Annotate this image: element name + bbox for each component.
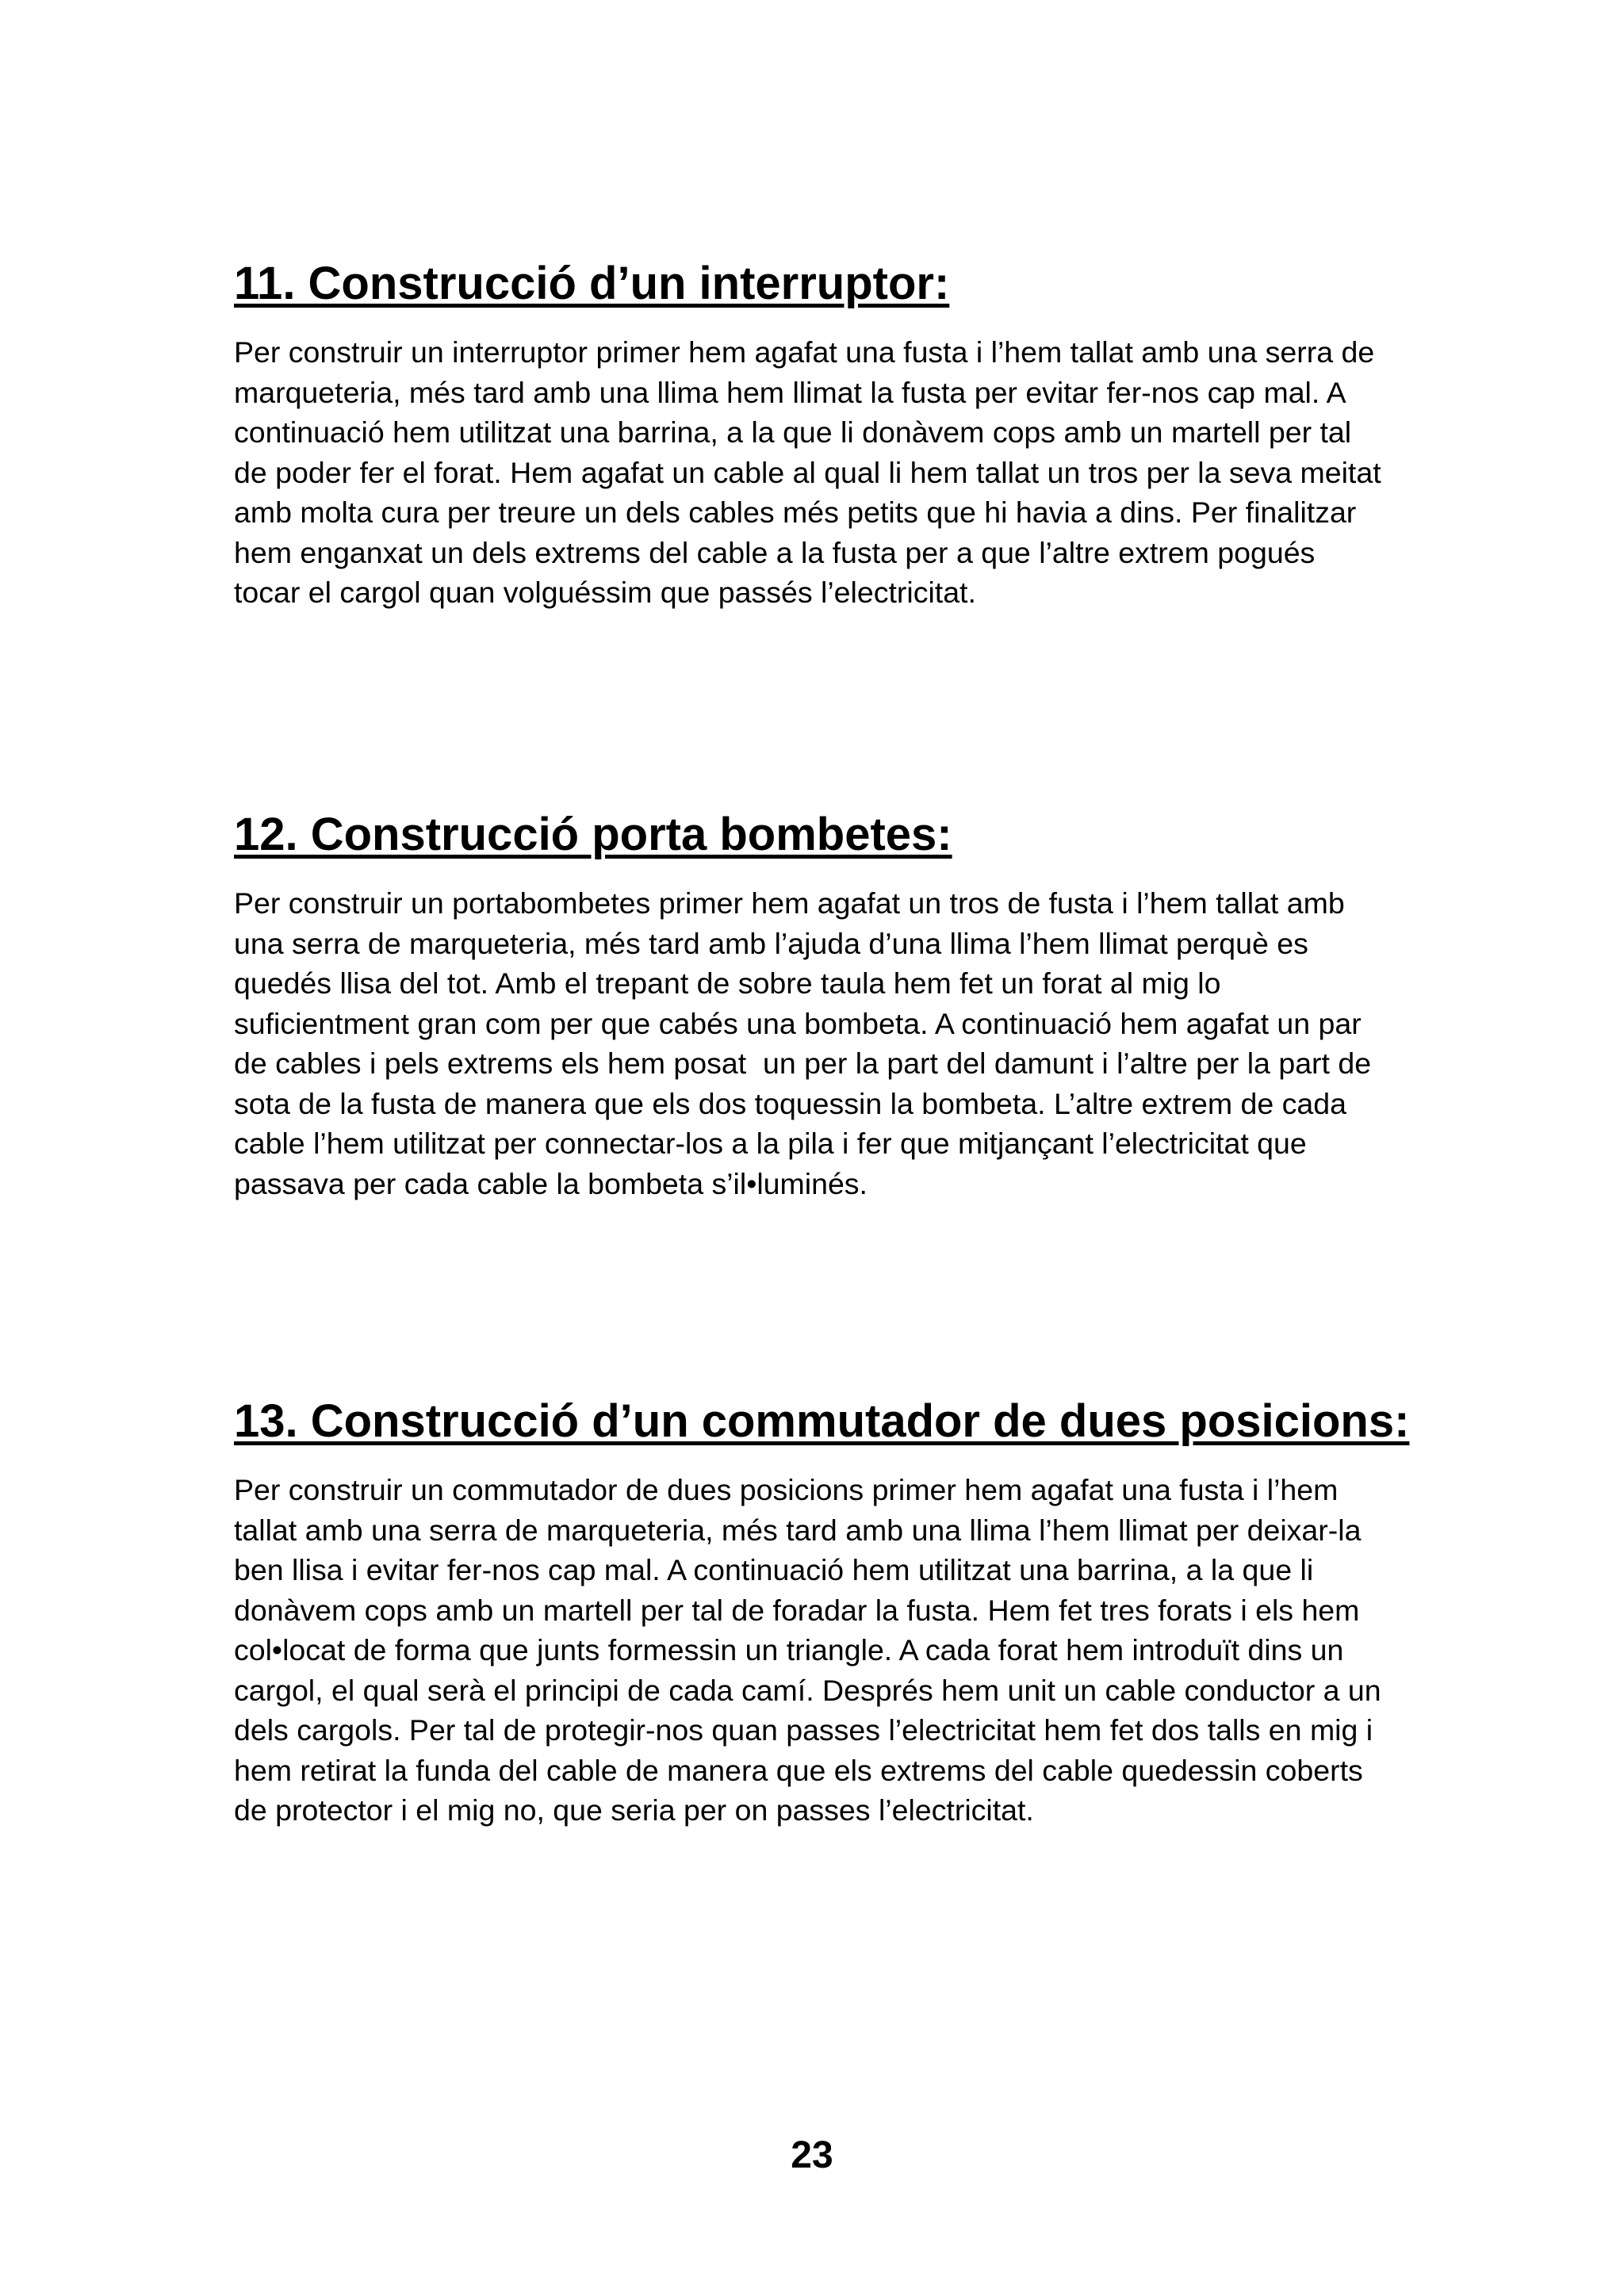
paragraph-line: quedés llisa del tot. Amb el trepant de sobre taula hem fet un forat al mig lo bbox=[234, 966, 1221, 1000]
paragraph-line: amb molta cura per treure un dels cables més petits que hi havia a dins. Per finalitzar bbox=[234, 496, 1357, 529]
paragraph-line: cargol, el qual serà el principi de cada camí. Després hem unit un cable conductor a un bbox=[234, 1673, 1381, 1707]
paragraph-line: ben llisa i evitar fer-nos cap mal. A continuació hem utilitzat una barrina, a la que li bbox=[234, 1553, 1314, 1586]
page-number: 23 bbox=[791, 2134, 833, 2176]
paragraph-line: passava per cada cable la bombeta s’il•luminés. bbox=[234, 1166, 868, 1200]
paragraph-line: tocar el cargol quan volguéssim que passés l’electricitat. bbox=[234, 576, 976, 609]
paragraph-line: una serra de marqueteria, més tard amb l’ajuda d’una llima l’hem llimat perquè es bbox=[234, 926, 1308, 960]
paragraph-line: de cables i pels extrems els hem posat un per la part del damunt i l’altre per la part de bbox=[234, 1047, 1372, 1080]
paragraph-line: continuació hem utilitzat una barrina, a la que li donàvem cops amb un martell per tal bbox=[234, 415, 1352, 449]
paragraph-line: col•locat de forma que junts formessin un triangle. A cada forat hem introduït dins un bbox=[234, 1633, 1344, 1667]
paragraph-line: dels cargols. Per tal de protegir-nos quan passes l’electricitat hem fet dos talls en mig i bbox=[234, 1713, 1373, 1747]
section-interruptor bbox=[234, 256, 1408, 613]
paragraph-line: Per construir un portabombetes primer hem agafat un tros de fusta i l’hem tallat amb bbox=[234, 886, 1345, 920]
paragraph-line: de protector i el mig no, que seria per on passes l’electricitat. bbox=[234, 1793, 1034, 1827]
paragraph-line: Per construir un interruptor primer hem agafat una fusta i l’hem tallat amb una serra de bbox=[234, 335, 1375, 369]
section-commutador bbox=[234, 1394, 1408, 1831]
section-paragraph bbox=[234, 1470, 1408, 1831]
paragraph-line: marqueteria, més tard amb una llima hem llimat la fusta per evitar fer-nos cap mal. A bbox=[234, 375, 1346, 409]
paragraph-line: sota de la fusta de manera que els dos toquessin la bombeta. L’altre extrem de cada bbox=[234, 1086, 1346, 1120]
section-heading: 13. Construcció d’un commutador de dues posicions: bbox=[234, 1395, 1410, 1447]
paragraph-line: suficientment gran com per que cabés una bombeta. A continuació hem agafat un par bbox=[234, 1006, 1362, 1040]
section-paragraph bbox=[234, 883, 1408, 1203]
section-heading: 11. Construcció d’un interruptor: bbox=[234, 258, 950, 309]
paragraph-line: de poder fer el forat. Hem agafat un cable al qual li hem tallat un tros per la seva meitat bbox=[234, 455, 1381, 489]
section-paragraph bbox=[234, 332, 1408, 613]
paragraph-line: hem retirat la funda del cable de manera que els extrems del cable quedessin coberts bbox=[234, 1753, 1363, 1787]
paragraph-line: Per construir un commutador de dues posicions primer hem agafat una fusta i l’hem bbox=[234, 1473, 1339, 1506]
paragraph-line: tallat amb una serra de marqueteria, més tard amb una llima l’hem llimat per deixar-la bbox=[234, 1513, 1362, 1547]
section-porta-bombetes bbox=[234, 807, 1408, 1203]
section-heading: 12. Construcció porta bombetes: bbox=[234, 809, 952, 860]
paragraph-line: cable l’hem utilitzat per connectar-los a la pila i fer que mitjançant l’electricitat que bbox=[234, 1127, 1307, 1160]
paragraph-line: donàvem cops amb un martell per tal de foradar la fusta. Hem fet tres forats i els hem bbox=[234, 1593, 1360, 1627]
paragraph-line: hem enganxat un dels extrems del cable a la fusta per a que l’altre extrem pogués bbox=[234, 535, 1316, 569]
